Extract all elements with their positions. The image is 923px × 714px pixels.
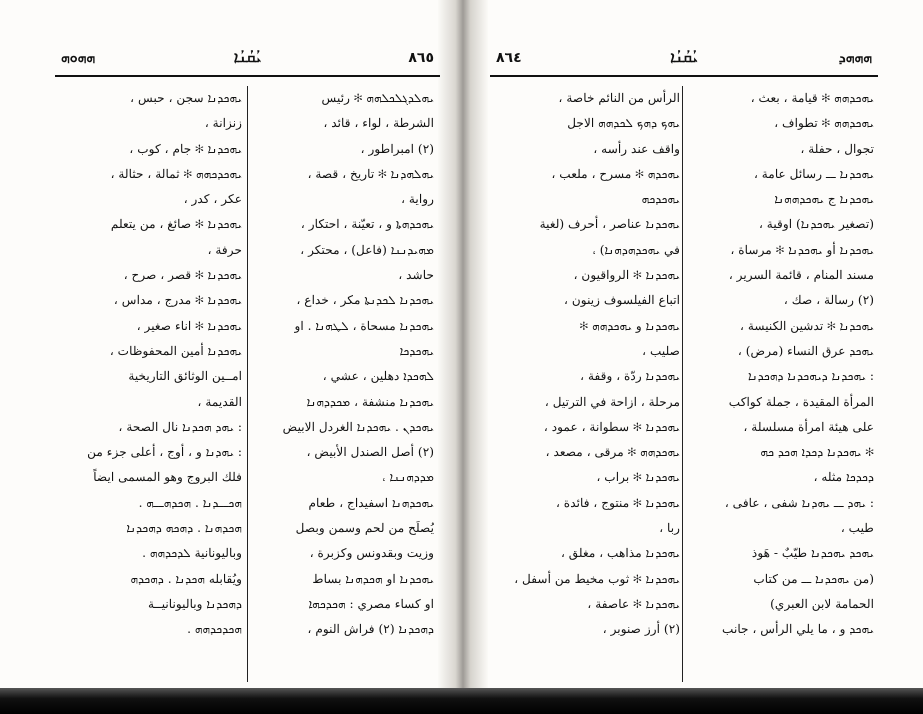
- dictionary-line: : ܝܗܕ ܗܟܕܢܐ نال الصحة ،: [118, 419, 242, 434]
- right-page: [490, 38, 878, 686]
- dictionary-line: ✻ ܝܗܟܕܢܐ ܕܟܕܐ ܗܟܕ ܟܗ: [760, 445, 874, 460]
- dictionary-line: (تصغير ܝܗܟܕܢܐ) اوقية ،: [759, 217, 874, 232]
- dictionary-line: ܝܗܟܕܢܐ و ܝܗܟܕܗܗ ✻: [579, 318, 680, 333]
- dictionary-line: على هيئة امرأة مسلسلة ،: [743, 419, 874, 434]
- dictionary-line: ܝܗܟܕܢ . ܝܗܟܕܢܐ الغردل الابيض: [282, 419, 434, 434]
- dictionary-line: ܝܗܟܕܗܗ ✻ تطواف ،: [774, 116, 874, 131]
- dictionary-line: يُصلَح من لحم وسمن وبصل: [295, 521, 434, 536]
- dictionary-line: ܝܗܟܕܢܐ ✻ تدشين الكنيسة ،: [740, 318, 874, 333]
- dictionary-line: (٢) أرز صنوبر ،: [602, 622, 680, 637]
- dictionary-line: ܝܗܟܕܢܐ ✻ سطوانة ، عمود ،: [543, 419, 680, 434]
- dictionary-line: ܝܗܟܕܢܐ او ܗܟܕܗܢܐ بساط: [312, 571, 434, 586]
- right-page-running-head: ܗܗܗܕ: [838, 50, 872, 66]
- dictionary-line: ܡܕܕܗܢܢܐ ،: [382, 470, 434, 485]
- dictionary-line: (من ܝܗܟܕܢܐ ــ من كتاب: [753, 571, 874, 586]
- dictionary-line: ܝܗܟܕܢܐ ✻ مدرج ، مداس ،: [113, 293, 242, 308]
- dictionary-line: ܝܗܟܕܗ ✻ مسرح ، ملعب ،: [551, 166, 680, 181]
- dictionary-line: ܕܗܟܕܢܐ (٢) فراش النوم ،: [307, 622, 434, 637]
- dictionary-line: طيب ،: [840, 521, 874, 536]
- dictionary-line: ܝܗܟܕܢܐ ✻ براب ،: [596, 470, 680, 485]
- left-page: [55, 38, 440, 686]
- right-page-number: ٨٦٤: [496, 50, 522, 66]
- left-page-number: ٨٦٥: [408, 50, 434, 66]
- dictionary-line: ܝܗܟܕ ܝܗܟܕܢܐ طيّبٌ - هَوذ: [751, 546, 874, 561]
- dictionary-line: ܝܗܟܕܢܐ مذاهب ، مغلق ،: [560, 546, 680, 561]
- left-page-running-head: ܗܗܘܗ: [61, 50, 96, 66]
- dictionary-line: ܝܗܟܕܗܗ ✻ مرقى ، مصعد ،: [545, 445, 680, 460]
- right-page-column-divider: [682, 86, 683, 682]
- dictionary-line: ܝܗܟܕܗܗ ✻ قيامة ، بعث ،: [750, 91, 874, 105]
- dictionary-line: (٢) أصل الصندل الأبيض ،: [306, 445, 434, 460]
- left-page-header-rule: [55, 75, 440, 77]
- dictionary-line: امــين الوثائق التاريخية: [128, 369, 242, 384]
- dictionary-line: ܝܗܟܕܢܐ ✻ الرواقيون ،: [573, 268, 680, 283]
- dictionary-line: ܝܗܟܕܢܐ عناصر ، أحرف (لغية: [539, 217, 680, 232]
- dictionary-line: زنزانة ،: [204, 116, 242, 131]
- dictionary-line: اتباع الفيلسوف زينون ،: [564, 293, 680, 308]
- dictionary-line: ܝܗܟܕܢܐ ✻ منتوج ، فائدة ،: [556, 495, 680, 510]
- dictionary-line: ܗܟܕܟܕܗܗ .: [187, 622, 242, 637]
- left-page-header: [55, 48, 440, 70]
- dictionary-line: الحمامة لابن العبري): [770, 596, 874, 611]
- dictionary-line: المرأة المقيدة ، جملة كواكب: [728, 394, 874, 409]
- dictionary-line: ܝܗܟ ܕܗܟ ܠܟܕܗܗ الاجل: [567, 116, 680, 131]
- dictionary-line: ܕܗܟܕܢܐ وباليونانيــة: [148, 596, 242, 611]
- right-page-header: [490, 48, 878, 70]
- dictionary-line: ܝܗܟܕܢܐ ܠܟܕܢܬܐ مكر ، خداع ،: [296, 293, 434, 308]
- dictionary-line: ܝܗܟܕܟܐ: [399, 343, 434, 358]
- dictionary-line: ܝܗܟܕܢܐ ج ܝܗܟܕܗܗܢܐ: [774, 192, 874, 207]
- dictionary-line: عكر ، كدر ،: [183, 192, 242, 207]
- dictionary-line: (٢) رسالة ، صك ،: [783, 293, 874, 308]
- dictionary-line: فلك البروج وهو المسمى ايضاً: [93, 470, 242, 485]
- dictionary-line: مرحلة ، ازاحة في الترتيل ،: [544, 394, 680, 409]
- scan-bottom-edge: [0, 688, 923, 714]
- dictionary-line: وزيت وبقدونس وكزبرة ،: [309, 546, 434, 561]
- dictionary-line: صليب ،: [642, 343, 680, 358]
- dictionary-line: ܗܟــܕܢܐ . ܗܟܕܗــܗ .: [138, 495, 242, 510]
- dictionary-line: ܝܗܟܕܢܐ ✻ ثوب مخيط من أسفل ،: [514, 571, 680, 586]
- dictionary-line: ܝܗܟܕܢܐ ✻ عاصفة ،: [587, 596, 680, 611]
- dictionary-line: ܝܗܟܕܢܐ أمين المحفوظات ،: [109, 343, 242, 358]
- right-page-left-column: [494, 86, 680, 686]
- dictionary-line: ܝܗܠܕܓܠܟܠܗܗ ✻ رئيس: [321, 91, 434, 105]
- dictionary-line: حاشد ،: [398, 268, 434, 283]
- dictionary-line: ܠܗܟܕܐ دهلين ، عشي ،: [322, 369, 434, 384]
- right-page-right-column: [686, 86, 874, 686]
- dictionary-line: ܝܗܟܕܢܐ ردّة ، وقفة ،: [580, 369, 680, 384]
- dictionary-line: ܝܗܟܕܢܐ سجن ، حبس ،: [130, 91, 242, 105]
- dictionary-line: او كساء مصري : ܗܟܕܟܗܐ: [308, 596, 434, 611]
- dictionary-line: ܝܗܟܕܢܐ ✻ صائغ ، من يتعلم: [110, 217, 242, 232]
- right-page-header-rule: [490, 75, 878, 77]
- dictionary-line: ܝܗܠܗܕܢܐ ✻ تاريخ ، قصة ،: [307, 166, 434, 181]
- left-page-column-divider: [247, 86, 248, 682]
- dictionary-line: ܝܗܟܕܗܢܐ اسفيداج ، طعام: [308, 495, 434, 510]
- dictionary-line: ܗܟܕܗܢܐ . ܕܗܟܗ ܕܗܟܕܢܐ: [126, 521, 242, 536]
- dictionary-line: رواية ،: [401, 192, 434, 207]
- dictionary-line: ܝܗܟܕܟܗ: [641, 192, 680, 207]
- dictionary-line: الشرطة ، لواء ، قائد ،: [323, 116, 434, 131]
- dictionary-line: ܝܗܟܕܢܐ ــ رسائل عامة ،: [753, 166, 874, 181]
- right-page-title: ܝܳܩܳܢܳܐ: [670, 48, 698, 66]
- dictionary-line: الرأس من النائم خاصة ،: [558, 91, 680, 105]
- dictionary-line: ܕܟܕܟܐ مثله ،: [813, 470, 874, 485]
- dictionary-line: القديمة ،: [197, 394, 242, 409]
- dictionary-line: ويُقابله ܗܟܕܢܐ . ܕܗܟܕܗ: [130, 571, 242, 586]
- dictionary-line: ܝܗܟܕܗܬܐ و ، تعيّنة ، احتكار ،: [300, 217, 434, 232]
- dictionary-line: مسند المنام ، قائمة السرير ،: [728, 268, 874, 283]
- dictionary-line: ܝܗܟܕ عرق النساء (مرض) ،: [737, 343, 874, 358]
- book-gutter: [438, 0, 488, 690]
- dictionary-line: تجوال ، حفلة ،: [800, 141, 874, 156]
- dictionary-line: ربا ،: [659, 521, 680, 536]
- dictionary-line: وباليونانية ܠܕܟܕܗܗ .: [142, 546, 242, 561]
- left-page-title: ܝܳܩܳܢܳܐ: [233, 48, 262, 66]
- dictionary-line: : ܝܗܟܕܢܐ ܕܝܗܟܕܢܐ ܕܗܟܕܢܐ: [747, 369, 874, 384]
- dictionary-line: حرفة ،: [207, 242, 242, 257]
- dictionary-line: : ܝܗܕܢܐ و ، أوج ، أعلى جزء من: [87, 445, 242, 460]
- dictionary-line: ܝܗܟܕܢܐ ✻ اناء صغير ،: [136, 318, 242, 333]
- dictionary-line: ܝܗܟܕܢܐ أو ܝܗܟܕܢܐ ✻ مرساة ،: [730, 242, 874, 257]
- dictionary-line: ܝܗܟܕܢܐ مسحاة ، ܠܛܗܢܐ . او: [294, 318, 434, 333]
- dictionary-line: ܝܗܟܕܢܐ ✻ قصر ، صرح ،: [123, 268, 242, 283]
- left-page-right-column: [251, 86, 434, 686]
- dictionary-line: ܡܗܝܕܢܢܐ (فاعل) ، محتكر ،: [300, 242, 434, 257]
- dictionary-line: ܝܗܟܕܢܐ منشفة ، ܡܟܕܕܗܢܐ: [306, 394, 434, 409]
- dictionary-line: واقف عند رأسه ،: [593, 141, 680, 156]
- dictionary-line: ܝܗܟܕܢܐ ✻ جام ، كوب ،: [129, 141, 242, 156]
- dictionary-line: : ܝܗܕ ــ ܝܗܕܢܐ شفى ، عافى ،: [724, 495, 874, 510]
- dictionary-line: ܝܗܟܕ و ، ما يلي الرأس ، جانب: [721, 622, 874, 637]
- dictionary-line: في ܝܗܟܕܗܕܗܢܐ) ،: [592, 242, 680, 257]
- left-page-left-column: [59, 86, 242, 686]
- dictionary-line: (٢) امبراطور ،: [360, 141, 434, 156]
- dictionary-line: ܝܗܟܕܟܗܗ ✻ ثمالة ، حثالة ،: [110, 166, 242, 181]
